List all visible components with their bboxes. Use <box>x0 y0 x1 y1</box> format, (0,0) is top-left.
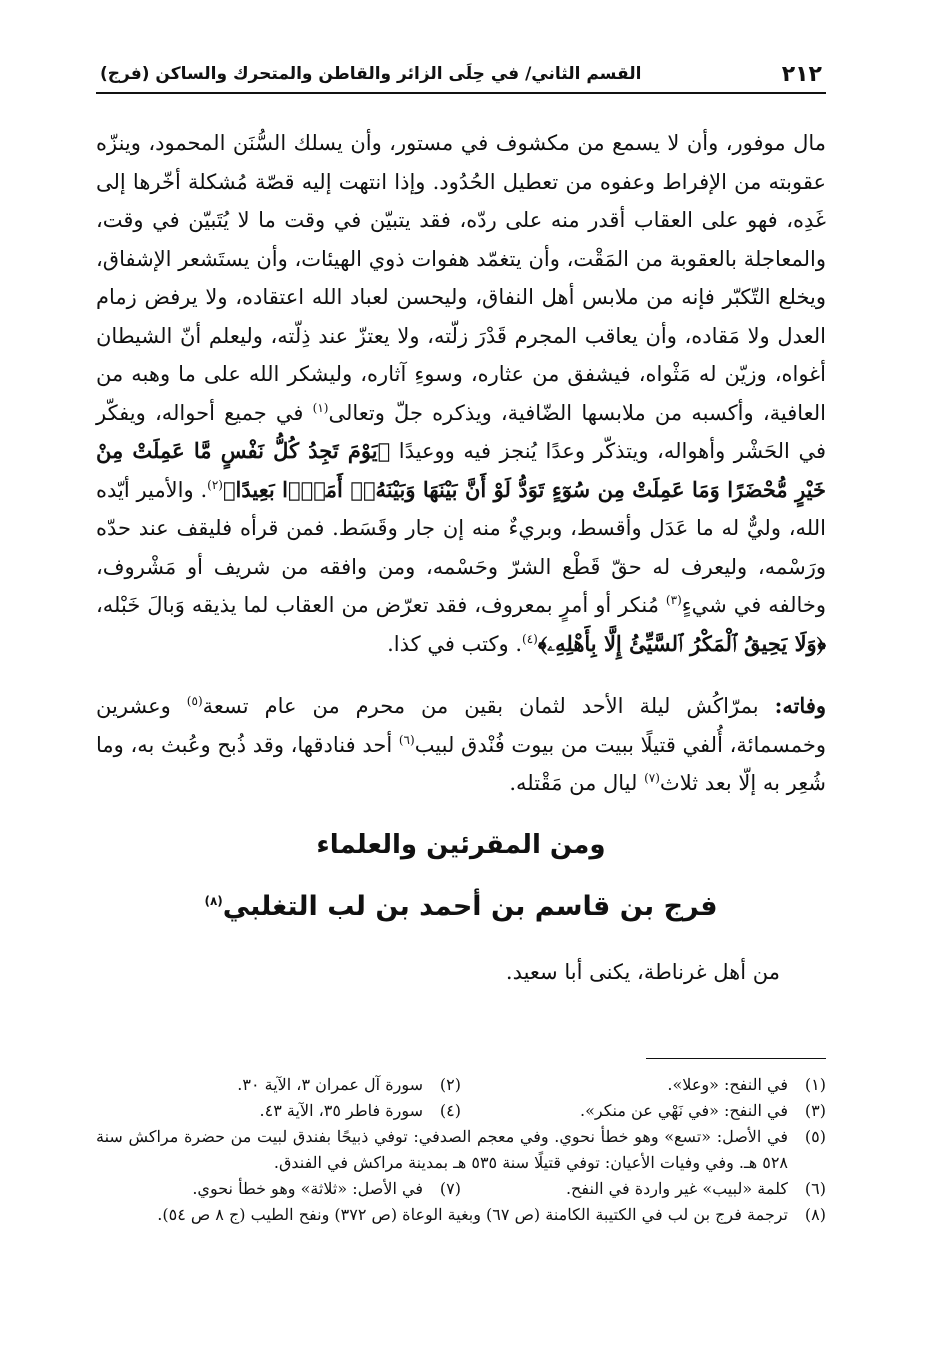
death-label: وفاته: <box>774 693 826 718</box>
footnote-text: في النفح: «في نَهْي عن منكر». <box>580 1101 788 1120</box>
footnote-text: في الأصل: «ثلاثة» وهو خطأ نحوي. <box>192 1179 423 1198</box>
footnote-text: سورة فاطر ٣٥، الآية ٤٣. <box>259 1101 423 1120</box>
footnote-ref: (٦) <box>398 732 415 747</box>
footnote-number: (٣) <box>804 1101 826 1120</box>
text-segment: . والأمير أيّده الله، وليٌّ له ما عَدَل وأقسط، وبريءٌ منه إن جار وقَسَط. فمن قرأه فليقف عند حدّه ورَسْمه، وليعرف له حقّ قَطْع الشرّ وحَسْمه، ومن وافقه من شريف أو مَشْروف، وخالفه في شيءٍ <box>96 477 827 617</box>
book-page <box>96 58 826 1348</box>
footnote <box>461 1176 826 1202</box>
text-segment: في جميع أحواله، ويفكّر في الحَشْر وأهواله، ويتذكّر وعدًا يُنجز فيه ووعيدًا <box>96 400 826 463</box>
section-heading: ومن المقرئين والعلماء <box>316 829 606 860</box>
footnote-text: كلمة «لبيب» غير واردة في النفح. <box>565 1179 788 1198</box>
quran-verse: ﴿وَلَا يَحِيقُ ٱلْمَكْرُ ٱلسَّيِّئُ إِلَّا بِأَهْلِهِۦ﴾ <box>537 630 826 656</box>
footnote-number: (٢) <box>439 1075 461 1094</box>
text-segment: مُنكر أو أمرٍ بمعروف، فقد تعرّض من العقاب لما يذيقه وَبالَ خَبْله، <box>96 593 666 617</box>
footnote-row <box>96 1098 826 1124</box>
death-paragraph <box>96 687 826 803</box>
page-body <box>96 124 826 989</box>
footnote-ref: (٧) <box>644 771 660 785</box>
footnote-text: في الأصل: «تسع» وهو خطأ نحوي. وفي معجم الصدفي: توفي ذبيحًا بفندق لبيت من حضرة مراكش سنة ٥٢٨ هـ. وفي وفيات الأعيان: توفي قتيلًا سنة ٥٣٥ هـ بمدينة مراكش في الفندق. <box>96 1127 788 1172</box>
footnote-number: (٨) <box>804 1205 826 1224</box>
footnote-number: (١) <box>804 1075 826 1094</box>
footnote-text: ترجمة فرج بن لب في الكتيبة الكامنة (ص ٦٧) وبغية الوعاة (ص ٣٧٢) ونفح الطيب (ج ٨ ص ٥٤). <box>157 1205 788 1224</box>
footnote-row <box>96 1176 826 1202</box>
main-paragraph <box>96 124 826 663</box>
footnote-ref: (٨) <box>204 893 223 908</box>
text-segment: بمرّاكُش ليلة الأحد لثمان بقين من محرم من عام تسعة <box>202 694 775 718</box>
text-segment: ليال من مَقْتله. <box>509 771 645 795</box>
footnote-number: (٧) <box>439 1179 461 1198</box>
footnote-ref: (٤) <box>522 631 538 646</box>
footnotes <box>96 1072 826 1228</box>
footnote-row <box>96 1072 826 1098</box>
footnote-number: (٥) <box>804 1127 826 1146</box>
footnote <box>96 1072 461 1098</box>
running-title: القسم الثاني/ في حِلَى الزائر والقاطن والمتحرك والساكن (فرج) <box>100 64 642 84</box>
quran-verse: ﴿يَوْمَ تَجِدُ كُلُّ نَفْسٍ مَّا عَمِلَتْ مِنْ خَيْرٍ مُّحْضَرًا وَمَا عَمِلَتْ مِن سُوٓءٍ تَوَدُّ لَوْ أَنَّ بَيْنَهَا وَبَيْنَهُۥٓ أَمَدًۢا بَعِيدًا﴾ <box>96 438 826 502</box>
origin-line: من أهل غرناطة، يكنى أبا سعيد. <box>505 959 780 984</box>
page-number: ٢١٢ <box>781 62 822 87</box>
text-segment: وعشرين وخمسمائة، أُلفي قتيلًا ببيت من بيوت فُنْدق لبيب <box>96 694 826 757</box>
footnote-number: (٤) <box>439 1101 461 1120</box>
footnote-divider <box>646 1058 826 1059</box>
text-segment: . وكتب في كذا. <box>387 631 522 656</box>
footnote-ref: (٥) <box>186 694 203 708</box>
footnote-ref: (١) <box>312 400 329 415</box>
footnote-text: في النفح: «وعلا». <box>667 1075 788 1094</box>
page-header <box>96 58 826 94</box>
footnote-ref: (٢) <box>207 477 223 492</box>
text-segment: أحد فنادقها، وقد ذُبح وعُبث به، وما شُعِر به إلّا بعد ثلاث <box>96 732 826 795</box>
footnote-row <box>96 1202 826 1228</box>
biography-name: فرج بن قاسم بن أحمد بن لب التغلبي <box>222 890 718 922</box>
footnote <box>461 1072 826 1098</box>
biography-title <box>96 885 826 929</box>
footnote <box>96 1098 461 1124</box>
footnote-number: (٦) <box>804 1179 826 1198</box>
text-segment: مال موفور، وأن لا يسمع من مكشوف في مستور، وأن يسلك السُّنَن المحمود، وينزّه عقوبته من الإفراط وعفوه من تعطيل الحُدُود. وإذا انتهت إليه قصّة مُشكلة أخّرها إلى غَدِه، فهو على العقاب أقدر منه على ردّه، فقد يتبيّن في وقت ما لا يُتَبيّن في وقت، والمعاجلة بالعقوبة من المَقْت، وأن يتغمّد هفوات ذوي الهيئات، وأن يستَشعر الإشفاق، ويخلع التّكبّر فإنه من ملابس أهل النفاق، وليحسن لعباد الله اعتقاده، ولا يرفض زمام العدل ولا مَقاده، وأن يعاقب المجرم قَدْرَ زلّته، ولا يعتزّ عند ذِلّته، وليعلم أنّ الشيطان أغواه، وزيّن له مَثْواه، فيشفق من عثاره، وسوءِ آثاره، وليشكر الله على ما وهبه من العافية، وأكسبه من ملابسها الضّافية، ويذكره جلّ وتعالى <box>96 131 826 425</box>
footnote-ref: (٣) <box>665 593 682 607</box>
footnote <box>96 1176 461 1202</box>
footnote <box>461 1098 826 1124</box>
footnote-text: سورة آل عمران ٣، الآية ٣٠. <box>237 1075 423 1094</box>
footnote-row <box>96 1124 826 1176</box>
